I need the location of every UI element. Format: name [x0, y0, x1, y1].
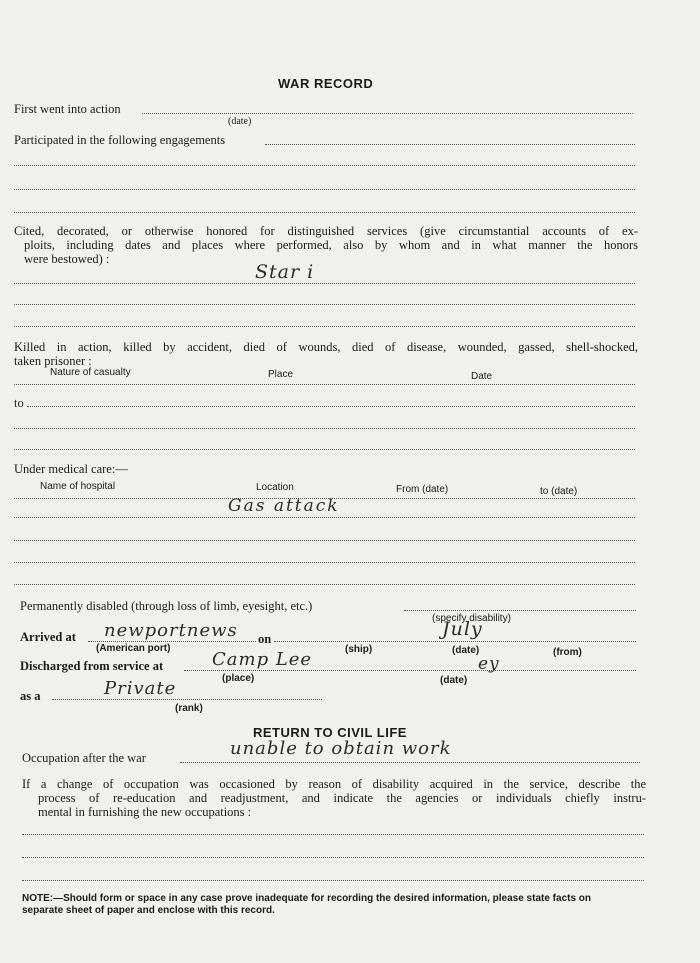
- rank-field[interactable]: [52, 699, 322, 700]
- discharged-label: Discharged from service at: [20, 659, 164, 673]
- change-field-2[interactable]: [22, 857, 644, 858]
- cited-value: Star i: [255, 261, 315, 283]
- arrived-port-field[interactable]: [88, 641, 256, 642]
- casualty-line-1: Killed in action, killed by accident, died of wounds, died of disease, wounded, gassed, shell-shocked,: [14, 340, 638, 354]
- engagements-field-3[interactable]: [14, 189, 635, 190]
- arrival-date-value: July: [442, 618, 483, 640]
- discharge-place-value: Camp Lee: [212, 649, 313, 670]
- cited-field-1[interactable]: [14, 283, 635, 284]
- casualty-field-3[interactable]: [14, 428, 635, 429]
- col-date: Date: [471, 371, 493, 382]
- cited-field-3[interactable]: [14, 326, 635, 327]
- occupation-field[interactable]: [180, 762, 640, 763]
- casualty-to-label: to: [14, 396, 24, 410]
- change-line-2: process of re-education and readjustment, and indicate the agencies or individuals chiefly instru-: [38, 791, 646, 805]
- col-nature-of-casualty: Nature of casualty: [50, 367, 131, 378]
- american-port-caption: (American port): [96, 643, 171, 654]
- discharge-date-value: ey: [478, 654, 500, 674]
- casualty-field-2[interactable]: [27, 406, 635, 407]
- rank-caption: (rank): [175, 703, 203, 714]
- discharge-place-caption: (place): [222, 673, 255, 684]
- specify-disability-caption: (specify disability): [432, 613, 511, 624]
- col-hospital: Name of hospital: [40, 481, 116, 492]
- ship-field[interactable]: [274, 641, 636, 642]
- cited-line-2: ploits, including dates and places where performed, also by whom and in what manner the honors: [24, 238, 638, 252]
- rank-value: Private: [104, 678, 177, 699]
- note-line-1: NOTE:—Should form or space in any case prove inadequate for recording the desired information, please state facts on: [22, 893, 592, 904]
- medical-care-label: Under medical care:—: [14, 462, 128, 476]
- medical-field-2[interactable]: [14, 540, 635, 541]
- form-title: WAR RECORD: [278, 76, 374, 91]
- arrived-at-label: Arrived at: [20, 630, 76, 644]
- change-field-1[interactable]: [22, 834, 644, 835]
- on-label: on: [258, 632, 272, 646]
- disability-label: Permanently disabled (through loss of limb, eyesight, etc.): [20, 599, 313, 613]
- medical-entry: Gas attack: [228, 496, 340, 516]
- cited-paragraph: [14, 224, 638, 266]
- col-from-date: From (date): [396, 484, 449, 495]
- col-to-date: to (date): [540, 486, 578, 497]
- engagements-field-2[interactable]: [14, 165, 635, 166]
- change-paragraph: [22, 777, 646, 819]
- occupation-value: unable to obtain work: [230, 738, 452, 759]
- cited-field-2[interactable]: [14, 304, 635, 305]
- casualty-field-1[interactable]: [14, 384, 635, 385]
- disability-field[interactable]: [404, 610, 636, 611]
- engagements-label: Participated in the following engagements: [14, 133, 226, 147]
- change-line-3: mental in furnishing the new occupations :: [38, 805, 252, 819]
- engagements-field-1[interactable]: [265, 144, 635, 145]
- ship-caption: (ship): [345, 644, 373, 655]
- casualty-line-2: taken prisoner :: [14, 354, 92, 368]
- discharge-field[interactable]: [184, 670, 636, 671]
- first-action-label: First went into action: [14, 102, 121, 116]
- first-action-field[interactable]: [142, 113, 633, 114]
- medical-field-1[interactable]: [14, 517, 635, 518]
- cited-line-1: Cited, decorated, or otherwise honored for distinguished services (give circumstantial accounts of ex-: [14, 224, 638, 238]
- arrival-date-caption: (date): [452, 645, 480, 656]
- arrived-port-value: newportnews: [104, 620, 238, 641]
- engagements-field-4[interactable]: [14, 212, 635, 213]
- col-location: Location: [256, 482, 294, 493]
- change-line-1: If a change of occupation was occasioned by reason of disability acquired in the service, describe the: [22, 777, 646, 791]
- discharge-date-caption: (date): [440, 675, 468, 686]
- occupation-label: Occupation after the war: [22, 751, 146, 765]
- as-a-label: as a: [20, 689, 41, 703]
- cited-line-3: were bestowed) :: [24, 252, 110, 266]
- first-action-date-caption: (date): [228, 116, 252, 127]
- change-field-3[interactable]: [22, 880, 644, 881]
- medical-field-3[interactable]: [14, 562, 635, 563]
- from-caption: (from): [553, 647, 582, 658]
- casualty-field-4[interactable]: [14, 449, 635, 450]
- civil-life-title: RETURN TO CIVIL LIFE: [253, 725, 407, 740]
- note-line-2: separate sheet of paper and enclose with this record.: [22, 905, 275, 916]
- casualty-paragraph: [14, 340, 638, 368]
- col-place: Place: [268, 369, 294, 380]
- medical-field-4[interactable]: [14, 584, 635, 585]
